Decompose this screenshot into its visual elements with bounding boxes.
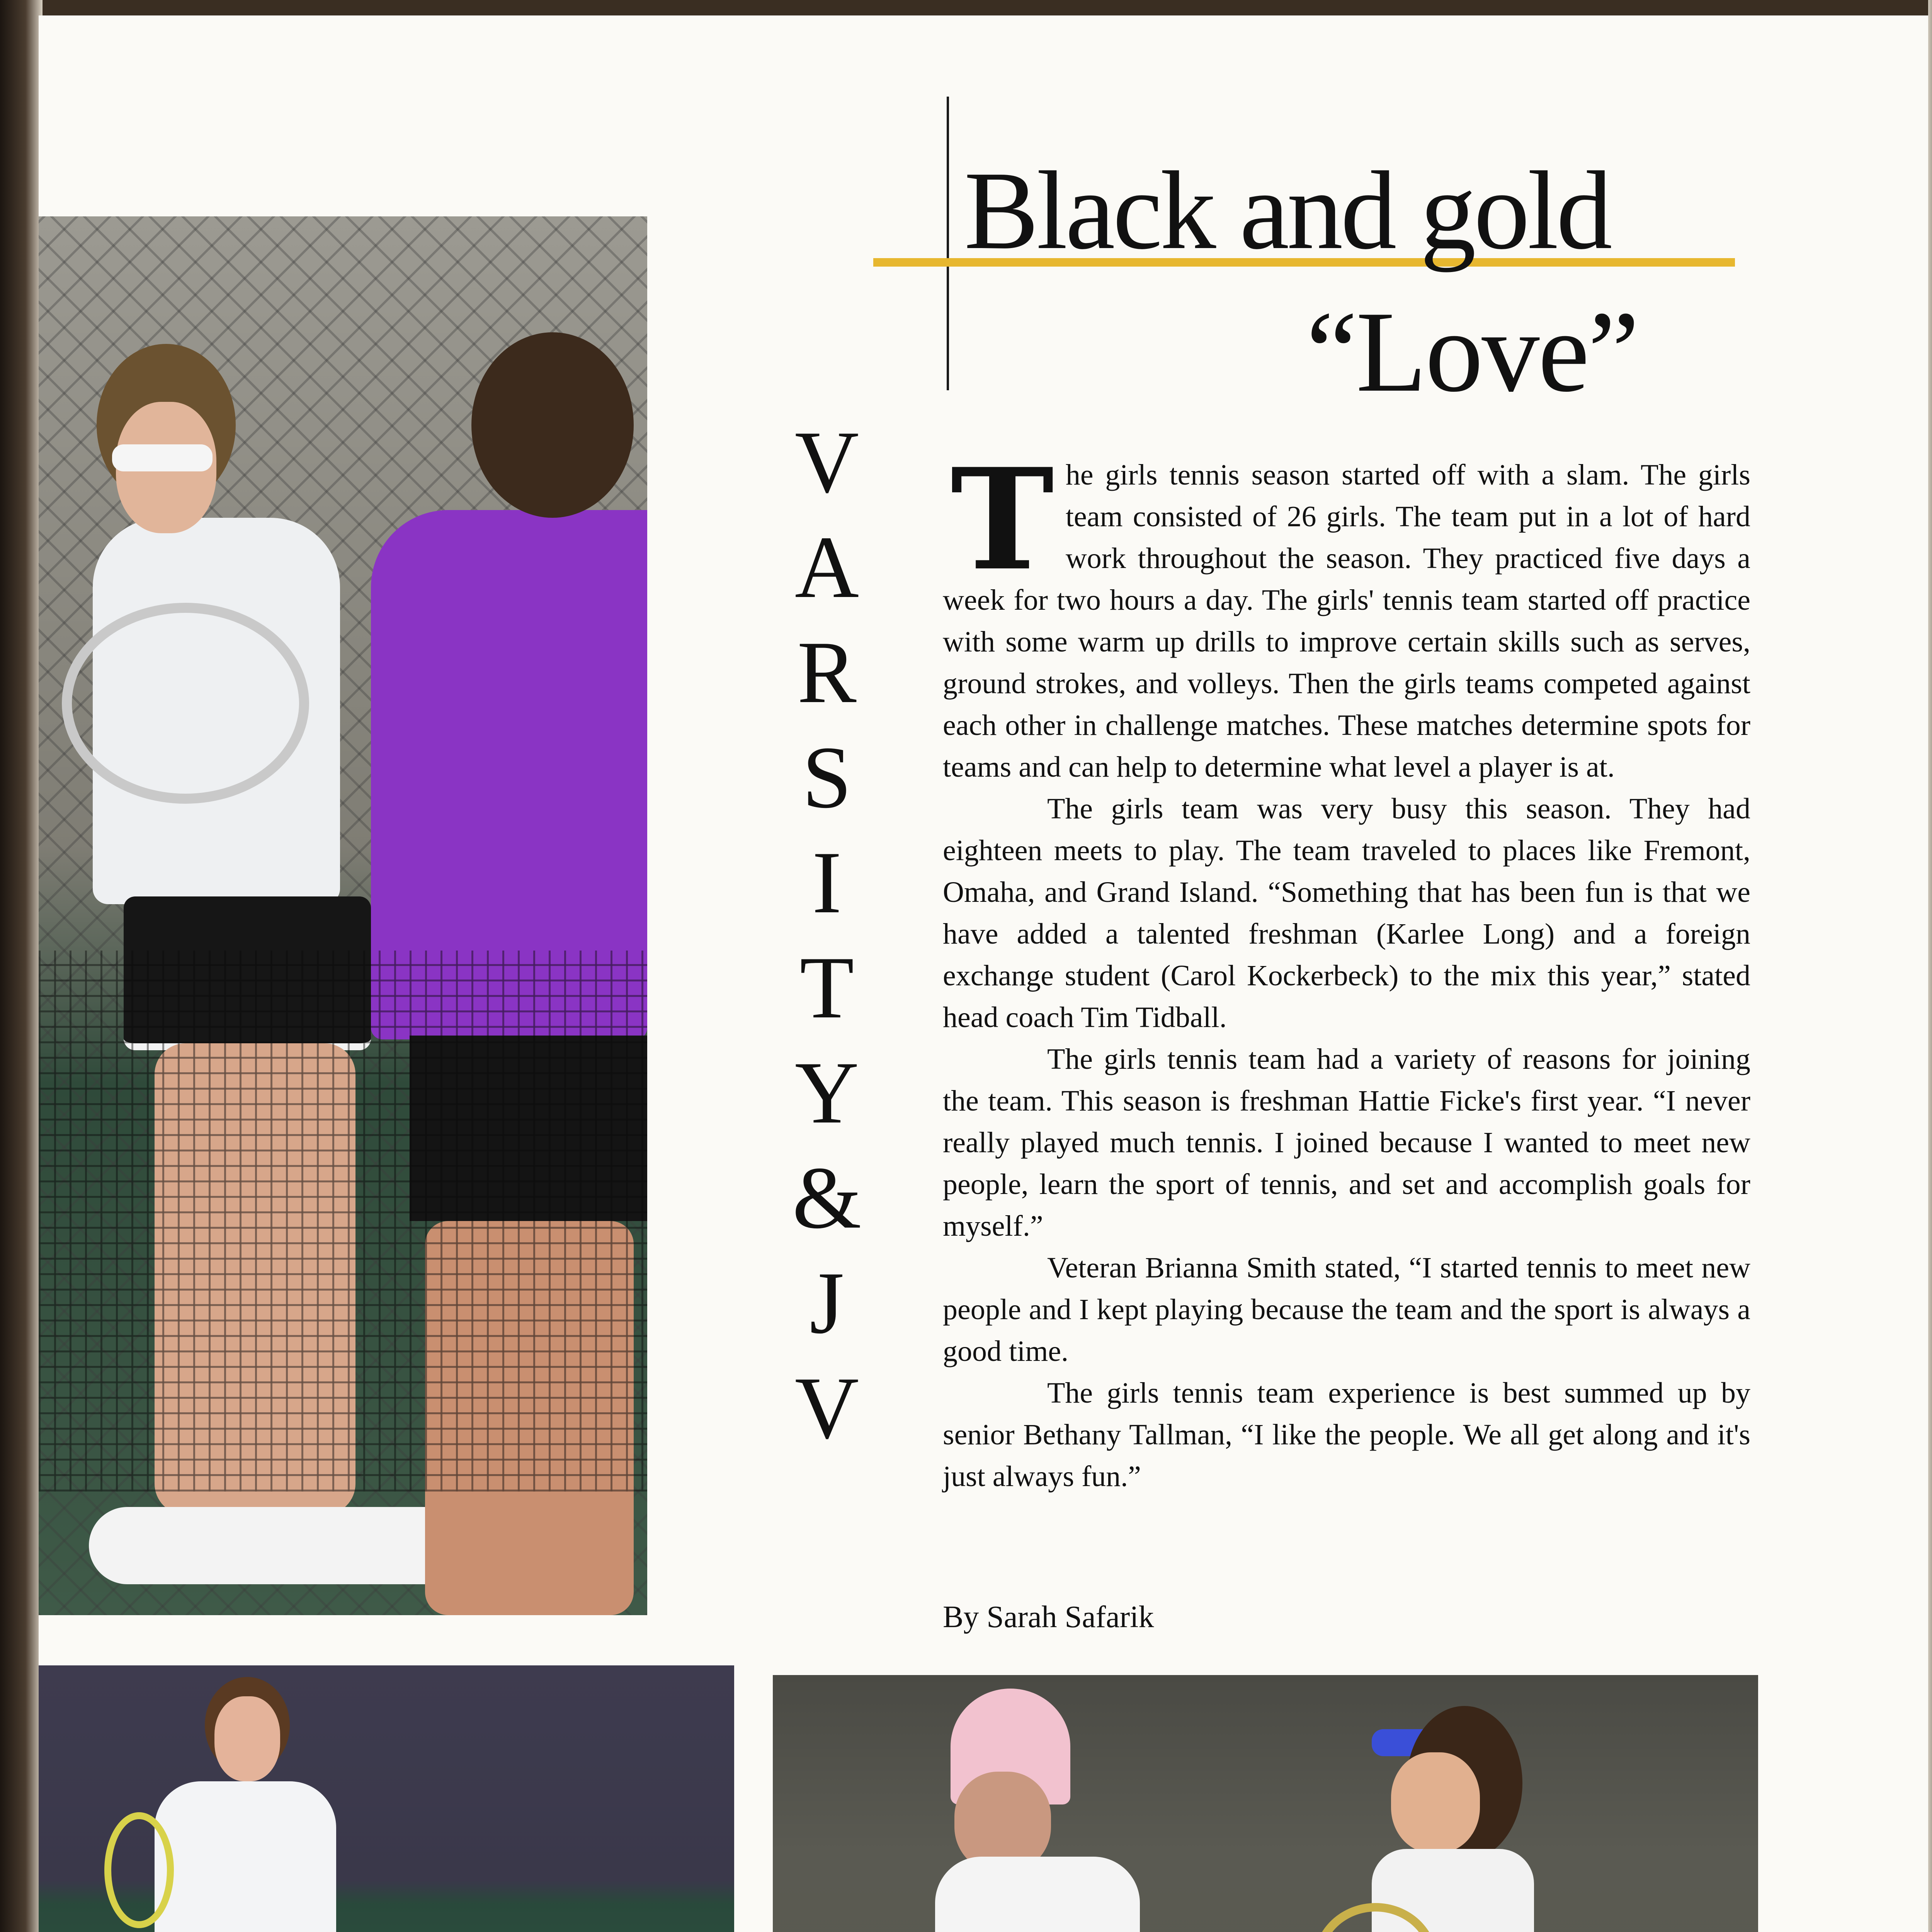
vertical-letter: V	[794, 413, 859, 511]
vertical-letter: S	[802, 728, 852, 827]
paragraph-text: he girls tennis season started off with a slam. The girls team consisted of 26 girls. The team put in a lot of hard work throughout the season. They practiced five days a week for two hours a day. The girls' tennis team started off practice with some warm up drills to improve certain skills such as serves, ground strokes, and volleys. Then the girls teams competed against each other in challenge matches. These matches determine spots for teams and can help to determine what level a player is at.	[943, 459, 1750, 783]
player-face	[1391, 1752, 1480, 1853]
vertical-letter: I	[812, 833, 842, 932]
article-paragraph: The girls team was very busy this season. They had eighteen meets to play. The team traveled to places like Fremont, Omaha, and Grand Island. “Something that has been fun is that we have added a talented freshman (Karlee Long) and a foreign exchange student (Carol Kockerbeck) to the mix this year,” stated head coach Tim Tidball.	[943, 793, 1750, 1034]
photo-player-walking	[39, 1665, 734, 1932]
sneakers	[89, 1507, 468, 1584]
vertical-title	[769, 410, 885, 1461]
article-paragraph: The girls tennis team had a variety of reasons for joining the team. This season is freshman Hattie Ficke's first year. “I never really played much tennis. I joined because I wanted to meet new people, learn the sport of tennis, and set and accomplish goals for myself.”	[943, 1043, 1750, 1242]
page-gutter-left	[0, 0, 43, 1932]
tennis-racket	[104, 1812, 174, 1928]
drop-cap: T	[951, 438, 1054, 601]
player-white-shirt	[935, 1857, 1140, 1932]
tennis-net	[39, 951, 647, 1492]
headline-rule-vertical	[947, 97, 949, 390]
vertical-letter: Y	[794, 1043, 859, 1142]
tennis-racket	[62, 603, 309, 804]
vertical-letter: T	[799, 938, 854, 1037]
sunglasses	[112, 444, 213, 471]
article-body	[943, 438, 1750, 1497]
article-paragraph: Veteran Brianna Smith stated, “I started tennis to meet new people and I kept playing because the team and the sport is always a good time.	[943, 1252, 1750, 1367]
byline: By Sarah Safarik	[943, 1600, 1154, 1634]
photo-players-at-net	[39, 216, 647, 1615]
player-face	[214, 1696, 280, 1781]
vertical-letter: R	[797, 623, 857, 721]
vertical-letter: &	[792, 1148, 862, 1247]
headline-line-1: Black and gold	[964, 148, 1610, 272]
article-paragraph: The girls tennis team experience is best summed up by senior Bethany Tallman, “I like the people. We all get along and it's just always fun.”	[943, 1377, 1750, 1493]
vertical-letter: J	[810, 1253, 844, 1352]
vertical-letter: A	[794, 518, 859, 616]
player-white-shirt	[155, 1781, 336, 1932]
vertical-letter: V	[794, 1359, 859, 1457]
player-hair-2	[471, 332, 634, 518]
headline-line-2: “Love”	[1306, 287, 1638, 416]
page-binding-right	[1928, 0, 1932, 1932]
article-paragraph	[943, 438, 1750, 788]
photo-players-break	[773, 1675, 1758, 1932]
